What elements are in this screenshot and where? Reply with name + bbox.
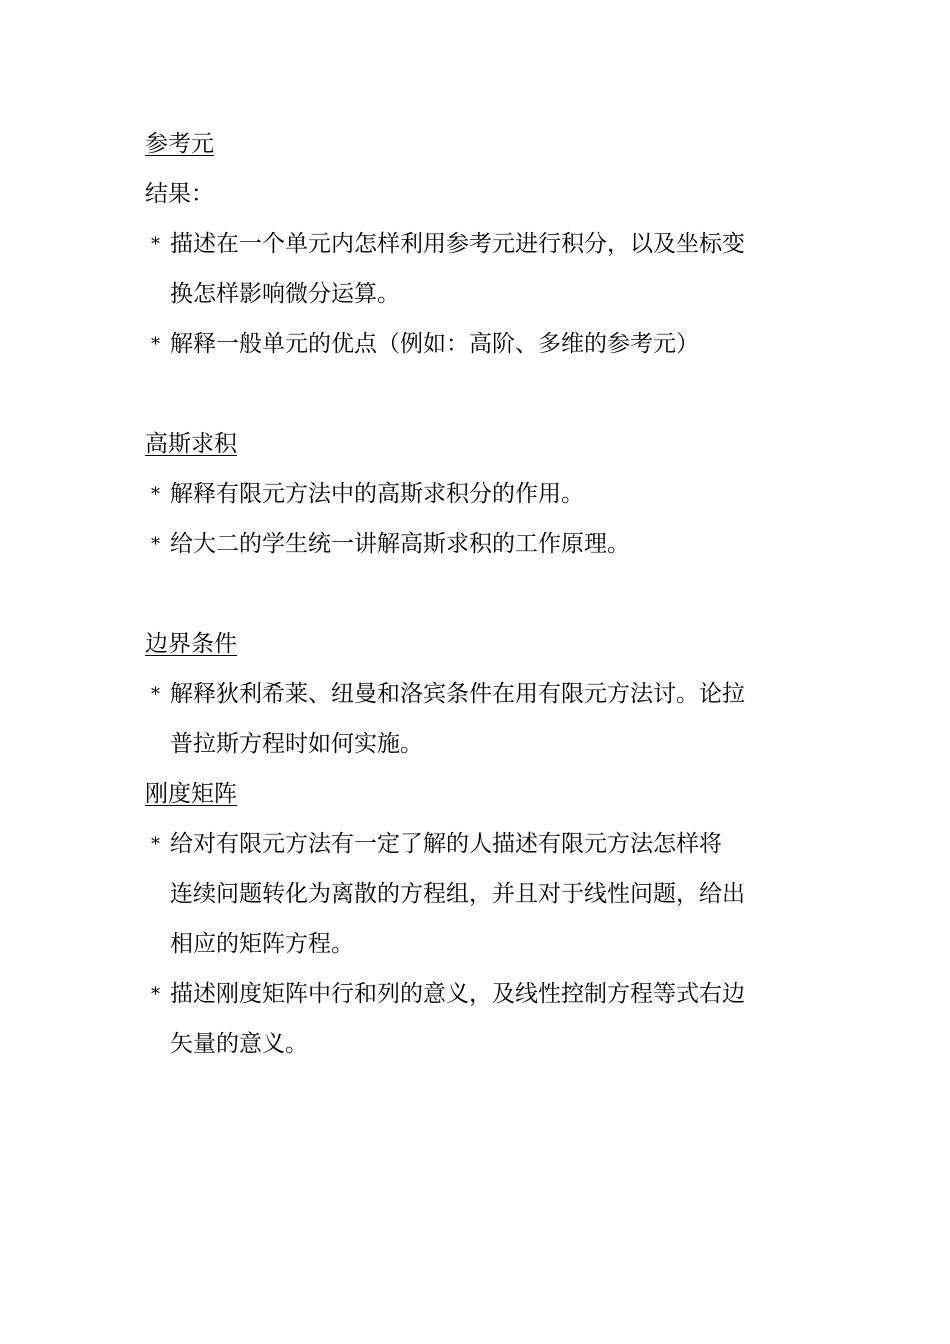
list-item-text: 描述在一个单元内怎样利用参考元进行积分，以及坐标变	[170, 231, 745, 257]
list-item	[145, 319, 810, 369]
list-item-text: 给大二的学生统一讲解高斯求积的工作原理。	[170, 531, 630, 557]
list-item-text: 解释一般单元的优点（例如：高阶、多维的参考元）	[170, 331, 699, 357]
list-item	[145, 969, 810, 1069]
section-heading-gauss-quadrature: 高斯求积	[145, 431, 237, 457]
list-item-text: 普拉斯方程时如何实施。	[170, 731, 423, 757]
list-item	[145, 819, 810, 969]
list-item-text: 解释有限元方法中的高斯求积分的作用。	[170, 481, 584, 507]
bullet-marker: *	[151, 684, 160, 705]
list-item	[145, 219, 810, 319]
list-item-text: 解释狄利希莱、纽曼和洛宾条件在用有限元方法讨。论拉	[170, 681, 745, 707]
bullet-marker: *	[151, 834, 160, 855]
list-item	[145, 669, 810, 769]
list-item-text: 矢量的意义。	[170, 1031, 308, 1057]
list-item-text: 描述刚度矩阵中行和列的意义，及线性控制方程等式右边	[170, 981, 745, 1007]
list-item	[145, 469, 810, 519]
bullet-marker: *	[151, 334, 160, 355]
bullet-marker: *	[151, 534, 160, 555]
list-item	[145, 519, 810, 569]
bullet-marker: *	[151, 484, 160, 505]
list-item-text: 相应的矩阵方程。	[170, 931, 354, 957]
bullet-marker: *	[151, 234, 160, 255]
document-content	[145, 119, 815, 1069]
results-label: 结果：	[145, 181, 214, 207]
section-heading-reference-element: 参考元	[145, 131, 214, 157]
section-heading-boundary-conditions: 边界条件	[145, 631, 237, 657]
bullet-marker: *	[151, 984, 160, 1005]
list-item-text: 连续问题转化为离散的方程组，并且对于线性问题，给出	[170, 881, 745, 907]
list-item-text: 给对有限元方法有一定了解的人描述有限元方法怎样将	[170, 831, 722, 857]
section-heading-stiffness-matrix: 刚度矩阵	[145, 781, 237, 807]
list-item-text: 换怎样影响微分运算。	[170, 281, 400, 307]
